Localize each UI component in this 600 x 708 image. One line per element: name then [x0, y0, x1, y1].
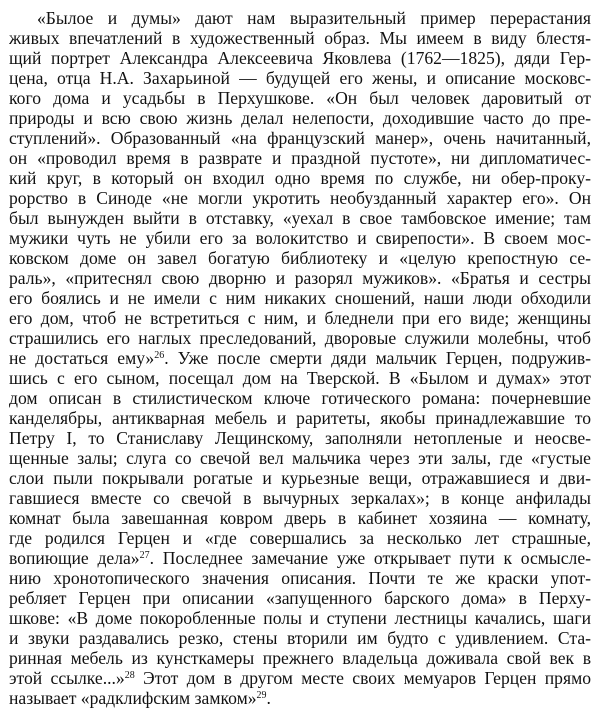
- text-line: [9, 88, 591, 108]
- text-line: [9, 588, 591, 608]
- text-line: [9, 608, 591, 628]
- line-text: мужики чуть не убили его за волокитство и свирепости». В своем мос-: [9, 228, 591, 248]
- text-line: [9, 308, 591, 328]
- text-line: [9, 168, 591, 188]
- text-line: [9, 28, 591, 48]
- text-line: [9, 228, 591, 248]
- line-text-cont: . Уже после смерти дяди мальчик Герцен, подружив-: [164, 348, 591, 368]
- footnote-ref: 29: [256, 690, 267, 701]
- line-text: его дом, чтоб не встретиться с ним, и бледнели при его виде; женщины: [9, 308, 591, 328]
- line-text: ковском доме он завел богатую библиотеку и «целую крепостную се-: [9, 248, 591, 268]
- line-text: ребляет Герцен при описании «запущенного барского дома» в Перху-: [9, 588, 591, 608]
- text-line: [9, 148, 591, 168]
- line-text: гавшиеся вместе со свечой в вычурных зеркалах»; в конце анфилады: [9, 488, 591, 508]
- line-text: кого дома и усадьбы в Перхушкове. «Он был человек даровитый от: [9, 88, 591, 108]
- text-line: [9, 528, 591, 548]
- text-line: [9, 348, 591, 368]
- line-text: шкове: «В доме покоробленные полы и ступени лестницы качались, шаги: [9, 608, 591, 628]
- line-text: щенные залы; слуга со свечой вел мальчика через эти залы, где «густые: [9, 448, 591, 468]
- text-line: [9, 448, 591, 468]
- line-text: где родился Герцен и «где совершались за несколько лет страшные,: [9, 528, 591, 548]
- text-line: [9, 548, 591, 568]
- line-text: слои пыли покрывали рогатые и курьезные вещи, отражавшиеся и дви-: [9, 468, 591, 488]
- text-line: [9, 128, 591, 148]
- line-text: его боялись и не имели с ним никаких сношений, наши люди обходили: [9, 288, 591, 308]
- line-text: «Былое и думы» дают нам выразительный пример перерастания: [37, 8, 591, 28]
- line-text: он «проводил время в разврате и праздной пустоте», ни дипломатичес-: [9, 148, 591, 168]
- paragraph: [9, 8, 591, 708]
- text-line: [9, 648, 591, 668]
- line-text-cont: Этот дом в другом месте своих мемуаров Герцен прямо: [134, 668, 591, 688]
- line-text: природы и всю свою жизнь делал нелепости, доходившие часто до пре-: [9, 108, 591, 128]
- line-text: был вынужден выйти в отставку, «уехал в свое тамбовское имение; там: [9, 208, 591, 228]
- text-line: [9, 8, 591, 28]
- text-line: [9, 288, 591, 308]
- line-text: Петру I, то Станиславу Лещинскому, заполняли нетопленые и неосве-: [9, 428, 591, 448]
- line-text-cont: . Последнее замечание уже открывает пути к осмысле-: [149, 548, 591, 568]
- line-text: щий портрет Александра Алексеевича Яковлева (1762—1825), дяди Гер-: [9, 48, 591, 68]
- line-text: комнат была завешанная ковром дверь в кабинет хозяина — комнату,: [9, 508, 591, 528]
- text-line: [9, 668, 591, 688]
- footnote-ref: 27: [139, 550, 150, 561]
- line-text: вопиющие дела»: [9, 548, 140, 568]
- text-line: [9, 48, 591, 68]
- line-text: дом описан в стилистическом ключе готического романа: почерневшие: [9, 388, 591, 408]
- text-line: [9, 408, 591, 428]
- text-line: [9, 568, 591, 588]
- text-line: [9, 428, 591, 448]
- text-line: [9, 208, 591, 228]
- text-line: [9, 468, 591, 488]
- line-text: кий круг, в который он входил одно время по службе, ни обер-проку-: [9, 168, 591, 188]
- text-line: [9, 328, 591, 348]
- line-text: шись с его сыном, посещал дом на Тверской. В «Былом и думах» этот: [9, 368, 591, 388]
- line-text: страшились его наглых преследований, дворовые служили молебны, чтоб: [9, 328, 591, 348]
- line-text: живых впечатлений в художественный образ. Мы имеем в виду блестя-: [9, 28, 591, 48]
- text-line: [9, 248, 591, 268]
- line-text: этой ссылке...»: [9, 668, 125, 688]
- line-text: называет «радклифским замком»: [9, 688, 257, 708]
- text-line: [9, 688, 591, 708]
- footnote-ref: 28: [124, 670, 135, 681]
- text-line: [9, 388, 591, 408]
- footnote-ref: 26: [154, 350, 165, 361]
- line-text: ступлений». Образованный «на французский манер», очень начитанный,: [9, 128, 591, 148]
- line-text: рорство в Синоде «не могли укротить необузданный характер его». Он: [9, 188, 591, 208]
- line-text: ринная мебель из кунсткамеры прежнего владельца доживала свой век в: [9, 648, 591, 668]
- text-line: [9, 508, 591, 528]
- text-line: [9, 68, 591, 88]
- text-line: [9, 108, 591, 128]
- line-text: канделябры, антикварная мебель и раритеты, якобы принадлежавшие то: [9, 408, 591, 428]
- line-text: цена, отца Н.А. Захарьиной — будущей его жены, и описание московс-: [9, 68, 591, 88]
- text-line: [9, 488, 591, 508]
- line-text: нию хронотопического значения описания. Почти те же краски упот-: [9, 568, 591, 588]
- text-line: [9, 188, 591, 208]
- line-text-cont: .: [266, 688, 271, 708]
- line-text: и звуки раздавались резко, стены вторили им будто с удивлением. Ста-: [9, 628, 591, 648]
- text-line: [9, 268, 591, 288]
- text-line: [9, 628, 591, 648]
- line-text: раль», «притеснял свою дворню и разорял мужиков». «Братья и сестры: [9, 268, 591, 288]
- line-text: не достаться ему»: [9, 348, 155, 368]
- text-line: [9, 368, 591, 388]
